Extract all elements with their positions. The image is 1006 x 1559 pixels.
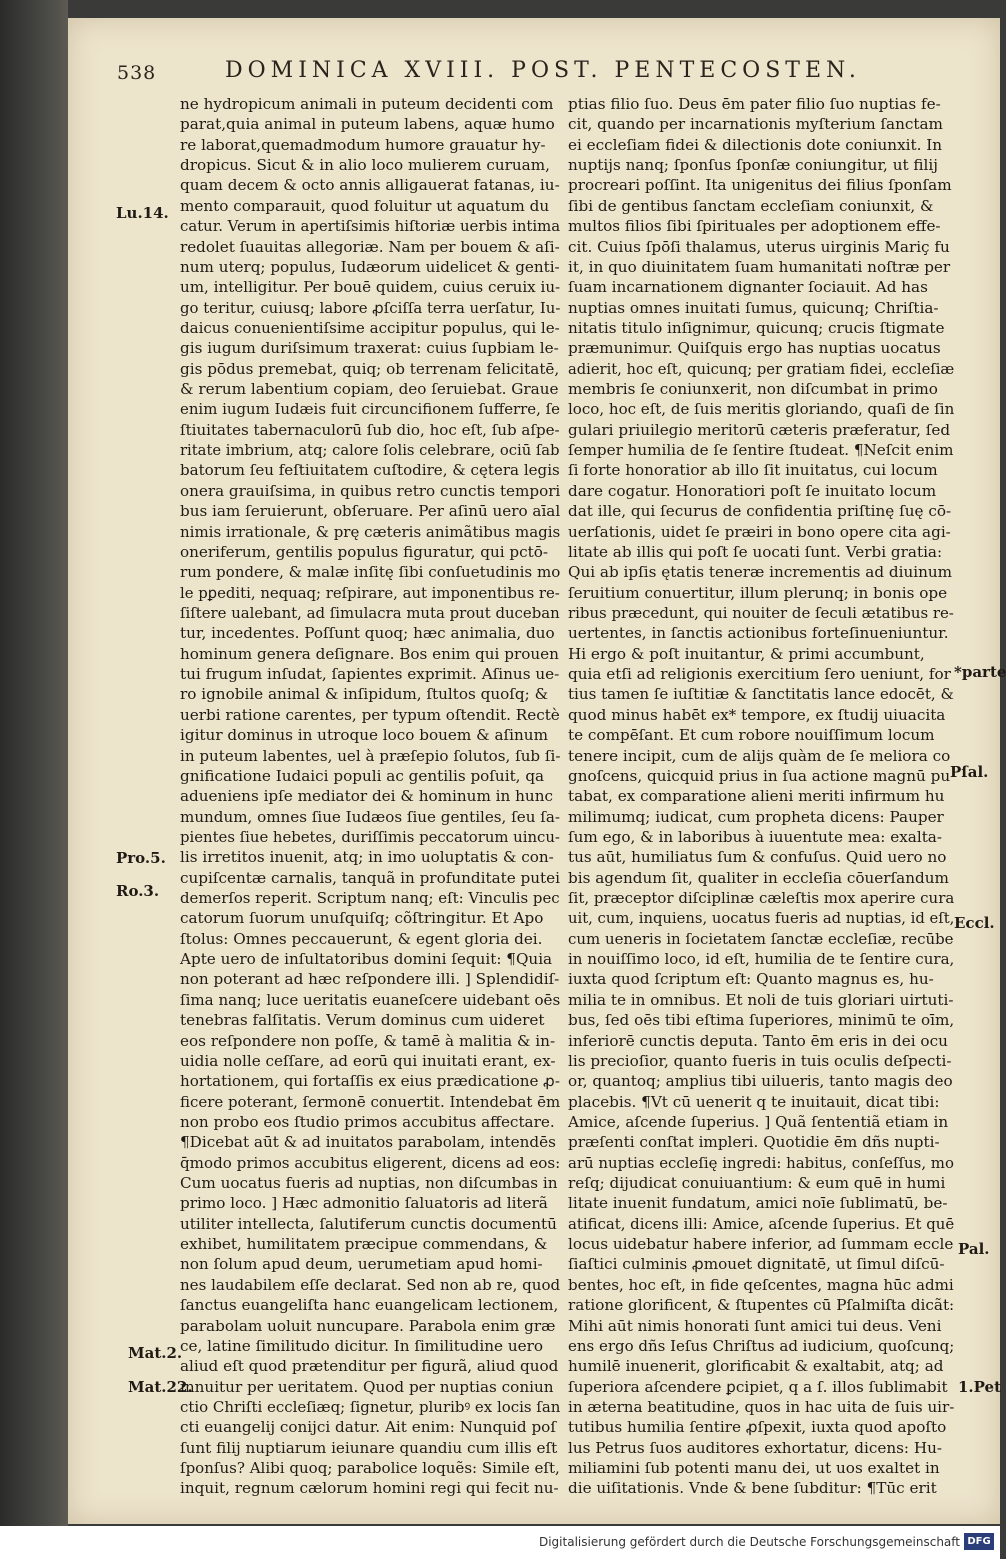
right-column-line: arū nuptias eccleſię ingredi: habitus, conſeſſus, mo <box>568 1153 954 1172</box>
right-column-line: ens ergo dñs Ieſus Chriſtus ad iudicium, quoſcunq; <box>568 1336 955 1355</box>
right-column-line: tabat, ex comparatione alieni meriti infirmum hu <box>568 787 945 806</box>
right-column-line: it, in quo diuinitatem ſuam humanitati noſtræ per <box>568 257 951 276</box>
left-column-line: uidia nolle ceſſare, ad eorū qui inuitati erant, ex- <box>180 1051 556 1070</box>
margin-note-mat22: Mat.22. <box>128 1378 193 1396</box>
left-column-line: tur, incedentes. Poſſunt quoq; hæc animalia, duo <box>180 624 555 643</box>
page-number: 538 <box>117 62 157 84</box>
right-column-line: ſum ego, & in laboribus à iuuentute mea: exalta- <box>568 827 942 846</box>
left-column-line: dropicus. Sicut & in alio loco mulierem curuam, <box>180 156 550 175</box>
right-column-line: or, quantoq; amplius tibi uilueris, tanto magis deo <box>568 1072 953 1091</box>
left-text-column <box>180 94 560 1499</box>
right-column-line: ſiaſtici culminis ꝓmouet dignitatē, ut ſimul diſcū- <box>568 1255 945 1274</box>
left-column-line: lis irretitos inuenit, atq; in imo uoluptatis & con- <box>180 848 554 867</box>
right-column-line: nuptijs nanq; ſponſus ſponſæ coniungitur, ut filij <box>568 156 938 175</box>
left-column-line: catur. Verum in apertiſsimis hiſtoriæ uerbis intima <box>180 217 561 236</box>
right-column-line: cum ueneris in ſocietatem ſanctæ eccleſiæ, recūbe <box>568 929 954 948</box>
right-column-line: miliamini ſub potenti manu dei, ut uos exaltet in <box>568 1459 940 1478</box>
right-column-line: milia te in omnibus. Et noli de tuis gloriari uirtuti- <box>568 990 954 1009</box>
left-column-line: nes laudabilem eſſe declarat. Sed non ab re, quod <box>180 1275 561 1294</box>
left-column-line: redolet ſuauitas allegoriæ. Nam per bouem & aſi- <box>180 237 560 256</box>
left-column-line: innuitur per ueritatem. Quod per nuptias coniun <box>180 1377 554 1396</box>
right-column-line: Hi ergo & poſt inuitantur, & primi accumbunt, <box>568 644 925 663</box>
left-column-line: non poterant ad hæc reſpondere illi. ] Splendidiſ- <box>180 970 560 989</box>
left-column-line: ne hydropicum animali in puteum decidenti com <box>180 95 554 113</box>
margin-note-pal: Pal. <box>958 1240 990 1258</box>
right-column-line: dare cogatur. Honoratiori poſt ſe inuitato locum <box>568 481 937 500</box>
right-column-line: gnoſcens, quicquid prius in ſua actione magnū pu <box>568 766 951 785</box>
left-column-line: aliud eſt quod prætenditur per figurã, aliud quod <box>180 1357 559 1376</box>
margin-note-eccl: Eccl. <box>954 914 995 932</box>
right-column-line: litate ab illis qui poſt ſe uocati ſunt. Verbi gratia: <box>568 542 943 561</box>
left-column-line: inquit, regnum cælorum homini regi qui fecit nu- <box>180 1479 559 1498</box>
left-column-line: ſima nanq; luce ueritatis euaneſcere uidebant oēs <box>180 990 561 1009</box>
page-header <box>117 58 877 94</box>
left-column-line: ſponſus? Alibi quoq; parabolice loquẽs: Simile eſt, <box>180 1459 560 1478</box>
right-column-line: bus, ſed oēs tibi eſtima ſuperiores, minimū te oīm, <box>568 1011 955 1030</box>
left-column-line: ce, latine ſimilitudo dicitur. In ſimilitudine uero <box>180 1336 544 1355</box>
right-column-line: uit, cum, inquiens, uocatus fueris ad nuptias, id eſt, <box>568 909 955 928</box>
left-column-line: utiliter intellecta, ſalutiferum cunctis documentū <box>180 1214 557 1233</box>
left-column-line: & rerum labentium copiam, deo ſeruiebat. Graue <box>180 380 559 399</box>
right-column-line: ſeruitium conuertitur, illum plerunq; in bonis ope <box>568 583 948 602</box>
left-column-line: q̄modo primos accubitus eligerent, dicens ad eos: <box>180 1153 561 1172</box>
left-column-line: mundum, omnes ſiue Iudæos ſiue gentiles, ſeu ſa- <box>180 807 560 826</box>
right-column-line: ſibi de gentibus ſanctam eccleſiam coniunxit, & <box>568 196 934 215</box>
margin-note-lu14: Lu.14. <box>116 204 169 222</box>
right-column-line: in æterna beatitudine, quos in hac uita de ſuis uir- <box>568 1398 955 1416</box>
left-column-line: ficere poterant, ſermonē conuertit. Intendebat ēm <box>180 1092 561 1111</box>
right-column-line: humilē inuenerit, glorificabit & exaltabit, atq; ad <box>568 1357 944 1376</box>
left-column-line: demerſos reperit. Scriptum nanq; eſt: Vinculis pec <box>180 889 560 908</box>
left-column-line: go teritur, cuiusq; labore ꝓſciſſa terra uerſatur, Iu- <box>180 298 561 317</box>
left-column-line: tenebras falſitatis. Verum dominus cum uideret <box>180 1011 545 1030</box>
right-column-line: tus aūt, humiliatus ſum & confuſus. Quid uero no <box>568 848 947 867</box>
digitization-footer <box>0 1526 1000 1559</box>
right-column-line: multos filios ſibi ſpirituales per adoptionem effe- <box>568 217 941 236</box>
margin-note-pet: 1.Pet <box>958 1378 1002 1396</box>
right-column-line: ptias filio ſuo. Deus ēm pater filio ſuo nuptias fe- <box>568 95 941 113</box>
margin-note-mat2: Mat.2. <box>128 1344 183 1362</box>
left-column-line: re laborat,quemadmodum humore grauatur hy- <box>180 135 546 154</box>
right-column-line: uerſationis, uidet ſe præiri in bono opere cita agi- <box>568 522 951 541</box>
left-column-line: ſtiuitates tabernaculorū ſub dio, hoc eſt, ſub aſpe- <box>180 420 560 439</box>
right-column-line: ſemper humilia de ſe ſentire ſtudeat. ¶Neſcit enim <box>568 441 954 460</box>
left-column-line: catorum ſuorum unuſquiſq; cõſtringitur. Et Apo <box>180 909 544 928</box>
right-column-line: gulari priuilegio meritorū cæteris præferatur, ſed <box>568 420 951 439</box>
margin-note-pro5: Pro.5. <box>116 849 166 867</box>
left-column-line: Apte uero de inſultatoribus domini ſequit: ¶Quia <box>180 950 553 969</box>
left-column-line: gis pōdus premebat, quiq; ob terrenam felicitatē, <box>180 359 560 378</box>
running-title: DOMINICA XVIII. POST. PENTECOSTEN. <box>225 58 861 83</box>
left-column-line: adueniens ipſe mediator dei & hominum in hunc <box>180 787 553 806</box>
right-column-line: membris ſe coniunxerit, non diſcumbat in primo <box>568 380 938 399</box>
right-column-line: tius tamen ſe iuſtitiæ & ſanctitatis lance edocēt, & <box>568 685 954 704</box>
left-column-line: hominum genera deſignare. Bos enim qui prouen <box>180 644 559 663</box>
left-column-line: ctio Chriſti eccleſiæq; ſignetur, pluribꝰ ex locis ſan <box>180 1398 561 1416</box>
margin-note-parte: *parte <box>954 663 1006 681</box>
right-column-line: quod minus habēt ex* tempore, ex ſtudij uiuacita <box>568 705 946 724</box>
left-column-line: pientes ſiue hebetes, duriſſimis peccatorum uincu- <box>180 827 560 846</box>
right-column-line: tenere incipit, cum de alijs quàm de ſe meliora co <box>568 746 951 765</box>
right-column-line: ei eccleſiam fidei & dilectionis dote coniunxit. In <box>568 135 943 154</box>
left-column-line: daicus conuenientiſsime accipitur populus, qui le- <box>180 318 560 337</box>
left-column-line: ſunt filij nuptiarum ieiunare quandiu cum illis eſt <box>180 1438 558 1457</box>
right-column-line: uertentes, in ſanctis actionibus forteſinueniuntur. <box>568 624 949 643</box>
left-column-line: primo loco. ] Hæc admonitio ſaluatoris ad literã <box>180 1194 548 1213</box>
left-column-line: bus iam ſeruierunt, obſeruare. Per aſinū uero aīal <box>180 502 561 521</box>
right-column-line: Amice, aſcende ſuperius. ] Quã ſententiã etiam in <box>568 1112 949 1131</box>
left-column-line: exhibet, humilitatem præcipue commendans, & <box>180 1235 548 1254</box>
dfg-logo: DFG <box>964 1533 994 1550</box>
right-column-line: bentes, hoc eſt, in fide qeſcentes, magna hūc admi <box>568 1275 954 1294</box>
right-column-line: ſuperiora aſcendere ꝑcipiet, q a ſ. illos ſublimabit <box>568 1377 948 1396</box>
right-column-line: bis agendum ſit, qualiter in eccleſia cōuerſandum <box>568 868 949 887</box>
left-column-line: tui frugum inſudat, ſapientes exprimit. Aſinus ue- <box>180 665 560 684</box>
right-column-line: procreari poſſint. Ita unigenitus dei filius ſponſam <box>568 176 952 195</box>
left-column-line: ro ignobile animal & inſipidum, ſtultos quoſq; & <box>180 685 549 704</box>
left-column-line: ſtolus: Omnes peccauerunt, & egent gloria dei. <box>180 929 543 948</box>
right-column-line: iuxta quod ſcriptum eſt: Quanto magnus es, hu- <box>568 970 934 989</box>
left-column-line: oneriferum, gentilis populus figuratur, qui pctō- <box>180 542 549 561</box>
right-column-line: te compēſant. Et cum robore nouiſſimum locum <box>568 726 935 745</box>
left-column-line: parabolam uoluit nuncupare. Parabola enim græ <box>180 1316 556 1335</box>
left-column-line: ritate imbrium, atq; calore ſolis celebrare, ociū ſab <box>180 441 560 460</box>
right-column-line: inferiorē cunctis deputa. Tanto ēm eris in dei ocu <box>568 1031 948 1050</box>
left-column-line: eos reſpondere non poſſe, & tamē à malitia & in- <box>180 1031 556 1050</box>
right-column-line: ribus præcedunt, qui nouiter de ſeculi ætatibus re- <box>568 603 954 622</box>
right-column-line: milimumq; iudicat, cum propheta dicens: Pauper <box>568 807 944 826</box>
right-column-line: ſi forte honoratior ab illo ſit inuitatus, cui locum <box>568 461 938 480</box>
right-column-line: cit, quando per incarnationis myſterium ſanctam <box>568 115 943 134</box>
right-column-line: in nouiſſimo loco, id eſt, humilia de te ſentire cura, <box>568 950 955 969</box>
right-column-line: lus Petrus ſuos auditores exhortatur, dicens: Hu- <box>568 1438 943 1457</box>
left-column-line: igitur dominus in utroque loco bouem & aſinum <box>180 726 548 745</box>
right-margin <box>950 0 1006 1559</box>
right-column-line: litate inuenit fundatum, amici noīe ſublimatū, be- <box>568 1194 948 1213</box>
right-column-line: nitatis titulo inſignimur, quicunq; crucis ſtigmate <box>568 318 945 337</box>
right-column-line: quia etſi ad religionis exercitium ſero ueniunt, for <box>568 665 951 684</box>
left-column-line: ſiſtere ualebant, ad ſimulacra muta prout duceban <box>180 603 560 622</box>
right-column-line: locus uidebatur habere inferior, ad ſummam eccle <box>568 1235 954 1254</box>
right-column-line: reſq; dijudicat conuiuantium: & eum quē in humi <box>568 1174 946 1193</box>
left-column-line: le pꝑediti, nequaq; reſpirare, aut imponentibus re- <box>180 583 560 602</box>
left-column-line: parat,quia animal in puteum labens, aquæ humo <box>180 115 555 134</box>
left-column-line: nimis irrationale, & prę cæteris animãtibus magis <box>180 522 561 541</box>
book-gutter-shadow <box>0 0 68 1559</box>
left-column-line: non ſolum apud deum, uerumetiam apud homi- <box>180 1255 543 1274</box>
right-column-line: adierit, hoc eſt, quicunq; per gratiam fidei, eccleſiæ <box>568 359 955 378</box>
left-column-line: ſanctus euangeliſta hanc euangelicam lectionem, <box>180 1296 559 1315</box>
funding-notice: Digitalisierung gefördert durch die Deutsche Forschungsgemeinschaft <box>538 1535 960 1549</box>
right-text-column <box>568 94 954 1499</box>
left-column-line: gis iugum duriſsimum traxerat: cuius ſupbiam le- <box>180 339 559 358</box>
left-column-line: cti euangelij conijci datur. Ait enim: Nunquid poſ <box>180 1418 556 1437</box>
right-column-line: ſuam incarnationem dignanter ſociauit. Ad has <box>568 278 928 297</box>
right-column-line: atificat, dicens illi: Amice, aſcende ſuperius. Et quē <box>568 1214 955 1233</box>
left-column-line: num uterq; populus, Iudæorum uidelicet & genti- <box>180 257 560 276</box>
left-column-line: enim iugum Iudæis fuit circuncifionem ſufferre, ſe <box>180 400 560 419</box>
left-column-line: gnificatione Iudaici populi ac gentilis poſuit, qa <box>180 766 545 785</box>
left-column-line: Cum uocatus fueris ad nuptias, non diſcumbas in <box>180 1174 558 1193</box>
right-column-line: loco, hoc eſt, de ſuis meritis gloriando, quaſi de ſin <box>568 400 955 419</box>
left-column-line: mento comparauit, quod foluitur ut aquatum du <box>180 196 550 215</box>
left-column-line: non probo eos ſtudio primos accubitus affectare. <box>180 1112 555 1131</box>
left-column-line: rum pondere, & malæ inſitę ſibi conſuetudinis mo <box>180 563 561 582</box>
left-column-line: uerbi ratione carentes, per typum oſtendit. Rectè <box>180 705 560 724</box>
right-column-line: nuptias omnes inuitati ſumus, quicunq; Chriſtia- <box>568 298 939 317</box>
right-column-line: ſit, præceptor diſciplinæ cæleſtis mox aperire cura <box>568 889 955 908</box>
left-column-line: hortationem, qui fortaſſis ex eius prædicatione ꝓ- <box>180 1072 560 1091</box>
margin-note-psal: Pſal. <box>950 763 989 781</box>
margin-note-ro3: Ro.3. <box>116 882 160 900</box>
right-column-line: ratione glorificent, & ſtupentes cū Pſalmiſta dicãt: <box>568 1296 955 1315</box>
right-column-line: præmunimur. Quiſquis ergo has nuptias uocatus <box>568 339 941 358</box>
right-column-line: cit. Cuius ſpōſi thalamus, uterus uirginis Mariç fu <box>568 237 950 256</box>
right-column-line: placebis. ¶Vt cū uenerit q te inuitauit, dicat tibi: <box>568 1092 940 1111</box>
left-column-line: ¶Dicebat aūt & ad inuitatos parabolam, intendēs <box>180 1133 556 1152</box>
right-column-line: Qui ab ipſis ętatis teneræ incrementis ad diuinum <box>568 563 953 582</box>
left-column-line: cupiſcentæ carnalis, tanquã in profunditate putei <box>180 868 560 887</box>
right-column-line: lis precioſior, quanto fueris in tuis oculis deſpecti- <box>568 1051 952 1070</box>
left-column-line: um, intelligitur. Per bouē quidem, cuius ceruix iu- <box>180 278 561 297</box>
right-column-line: præſenti conſtat impleri. Quotidie ēm dñs nupti- <box>568 1133 940 1152</box>
right-column-line: Mihi aūt nimis honorati ſunt amici tui deus. Veni <box>568 1316 942 1335</box>
left-column-line: quam decem & octo annis alligauerat fatanas, iu- <box>180 176 560 195</box>
right-column-line: dat ille, qui ſecurus de confidentia priſtinę ſuę cō- <box>568 502 952 521</box>
left-column-line: onera grauiſsima, in quibus retro cunctis tempori <box>180 481 561 500</box>
left-column-line: batorum ſeu feſtiuitatem cuſtodire, & cętera legis <box>180 461 560 480</box>
right-column-line: die uiſitationis. Vnde & bene ſubditur: ¶Tūc erit <box>568 1479 937 1498</box>
left-column-line: in puteum labentes, uel à præſepio ſolutos, ſub ſi- <box>180 746 561 765</box>
right-column-line: tutibus humilia ſentire ꝓſpexit, iuxta quod apoſto <box>568 1418 947 1437</box>
